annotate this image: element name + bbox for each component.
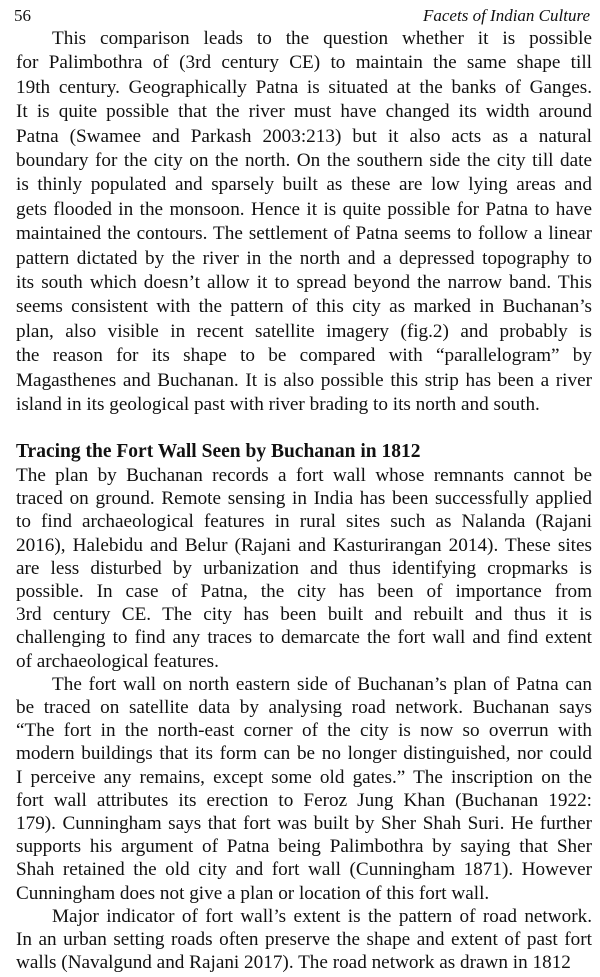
text-line: maintained the contours. The settlement of Patna seems to follow a linear (16, 223, 592, 245)
text-line: It is quite possible that the river must have changed its width around (16, 101, 592, 123)
paragraph-3 (16, 673, 592, 905)
section-body (16, 464, 592, 974)
text-line: traced on ground. Remote sensing in India has been successfully applied (16, 488, 592, 510)
text-line: possible. In case of Patna, the city has been of importance from (16, 581, 592, 603)
paragraph-1 (16, 27, 592, 418)
text-line: The fort wall on north eastern side of Buchanan’s plan of Patna can (52, 673, 592, 695)
text-line: 19th century. Geographically Patna is situated at the banks of Ganges. (16, 76, 592, 98)
page-number: 56 (14, 6, 31, 25)
text-line: gets flooded in the monsoon. Hence it is quite possible for Patna to have (16, 198, 592, 220)
paragraph-4 (16, 905, 592, 975)
page-header (14, 6, 590, 28)
text-line: of archaeological features. (16, 650, 219, 672)
text-line: 3rd century CE. The city has been built and rebuilt and thus it is (16, 604, 592, 626)
text-line: “The fort in the north-east corner of the city is now so overrun with (16, 720, 592, 742)
text-line: Major indicator of fort wall’s extent is the pattern of road network. (52, 905, 592, 927)
text-line: Magasthenes and Buchanan. It is also possible this strip has been a river (16, 369, 592, 391)
text-line: its south which doesn’t allow it to spread beyond the narrow band. This (16, 272, 592, 294)
text-line: boundary for the city on the north. On the southern side the city till date (16, 150, 592, 172)
text-line: plan, also visible in recent satellite imagery (fig.2) and probably is (16, 320, 592, 342)
text-line: I perceive any remains, except some old gates.” The inscription on the (16, 766, 592, 788)
text-line: Patna (Swamee and Parkash 2003:213) but it also acts as a natural (16, 125, 592, 147)
running-title: Facets of Indian Culture (423, 6, 590, 25)
text-line: 179). Cunningham says that fort was built by Sher Shah Suri. He further (16, 813, 592, 835)
text-line: pattern dictated by the river in the north and a depressed topography to (16, 247, 592, 269)
text-line: 2016), Halebidu and Belur (Rajani and Kasturirangan 2014). These sites (16, 534, 592, 556)
text-line: seems consistent with the pattern of this city as marked in Buchanan’s (16, 296, 592, 318)
text-line: challenging to find any traces to demarcate the fort wall and find extent (16, 627, 592, 649)
text-line: island in its geological past with river brading to its north and south. (16, 394, 540, 416)
text-line: for Palimbothra of (3rd century CE) to maintain the same shape till (16, 52, 592, 74)
text-line: to find archaeological features in rural sites such as Nalanda (Rajani (16, 511, 592, 533)
text-line: are less disturbed by urbanization and thus identifying cropmarks is (16, 557, 592, 579)
text-line: be traced on satellite data by analysing road network. Buchanan says (16, 697, 592, 719)
text-line: Cunningham does not give a plan or location of this fort wall. (16, 882, 490, 904)
text-line: Shah retained the old city and fort wall (Cunningham 1871). However (16, 859, 592, 881)
text-line: walls (Navalgund and Rajani 2017). The road network as drawn in 1812 (16, 952, 571, 974)
text-line: The plan by Buchanan records a fort wall whose remnants cannot be (16, 465, 592, 486)
text-line: is thinly populated and sparsely built as these are low lying areas and (16, 174, 592, 196)
text-line: modern buildings that its form can be no longer distinguished, nor could (16, 743, 592, 765)
text-line: fort wall attributes its erection to Feroz Jung Khan (Buchanan 1922: (16, 789, 592, 811)
text-line: This comparison leads to the question whether it is possible (52, 28, 592, 49)
text-line: the reason for its shape to be compared with “parallelogram” by (16, 345, 592, 367)
text-line: supports his argument of Patna being Palimbothra by saying that Sher (16, 836, 592, 858)
section-heading: Tracing the Fort Wall Seen by Buchanan in 1812 (16, 441, 421, 462)
paragraph-2 (16, 464, 592, 673)
text-line: In an urban setting roads often preserve the shape and extent of past fort (16, 929, 592, 951)
